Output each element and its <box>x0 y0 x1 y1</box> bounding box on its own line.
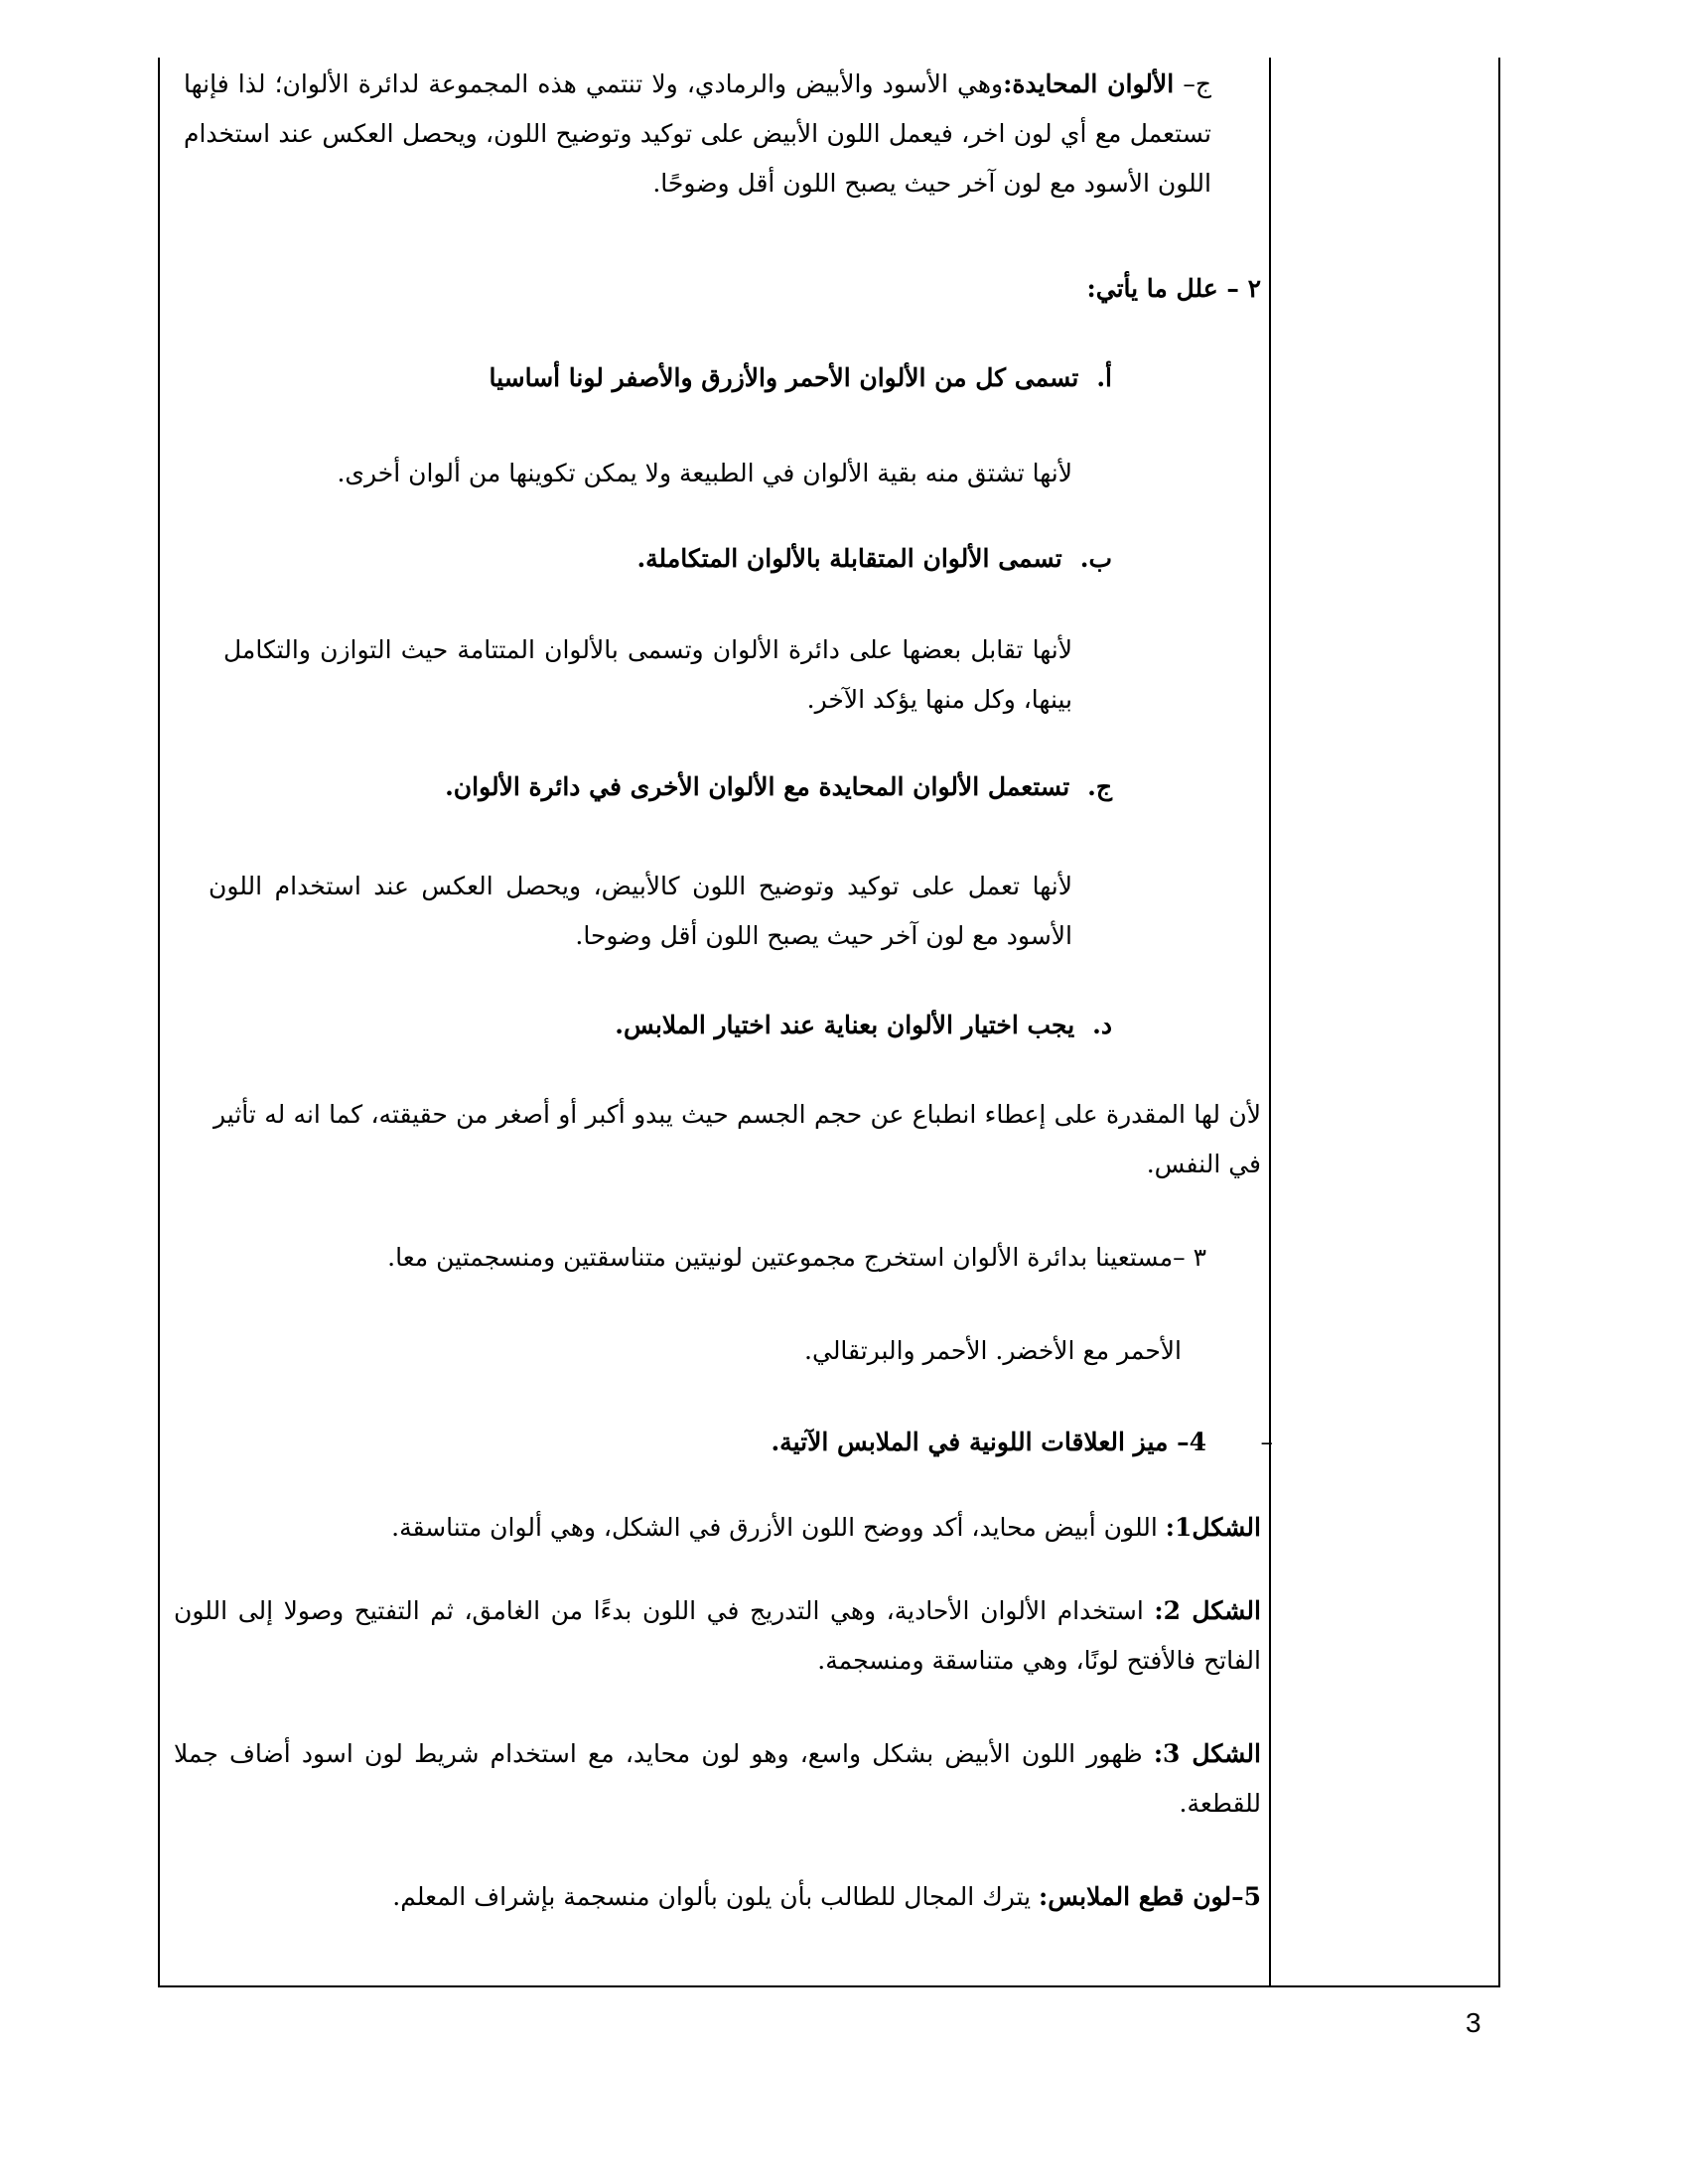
q2-b-marker: ب. <box>1079 544 1112 573</box>
shape1-paragraph <box>184 1503 1261 1553</box>
q2-heading: ٢ – علل ما يأتي: <box>1086 274 1261 303</box>
q2-d-question <box>184 1001 1112 1050</box>
shape1-text: اللون أبيض محايد، أكد ووضح اللون الأزرق في الشكل، وهي ألوان متناسقة. <box>391 1513 1166 1542</box>
q2-c-question-text: تستعمل الألوان المحايدة مع الألوان الأخرى في دائرة الألوان. <box>445 772 1070 801</box>
shape3-paragraph <box>174 1729 1261 1829</box>
q2-a-question-text: تسمى كل من الألوان الأحمر والأزرق والأصفر لونا أساسيا <box>489 363 1079 392</box>
shape2-text: استخدام الألوان الأحادية، وهي التدريج في اللون بدءًا من الغامق، ثم التفتيح وصولا إلى اللون الفاتح فالأفتح لونًا، وهي متناسقة ومنسجمة. <box>174 1596 1261 1675</box>
q2-c-answer: لأنها تعمل على توكيد وتوضيح اللون كالأبيض، ويحصل العكس عند استخدام اللون الأسود مع لون آخر حيث يصبح اللون أقل وضوحا. <box>209 872 1072 950</box>
shape3-text: ظهور اللون الأبيض بشكل واسع، وهو لون محايد، مع استخدام شريط لون اسود أضاف جملا للقطعة. <box>174 1739 1261 1818</box>
q3-answer: الأحمر مع الأخضر. الأحمر والبرتقالي. <box>804 1336 1182 1365</box>
q2-a-marker: أ. <box>1096 363 1112 392</box>
shape2-label: الشكل 2: <box>1154 1596 1261 1625</box>
neutral-colors-prefix: ج– <box>1183 69 1211 98</box>
shape3-label: الشكل 3: <box>1153 1739 1261 1768</box>
page-number: 3 <box>1466 2007 1481 2038</box>
q2-a-answer: لأنها تشتق منه بقية الألوان في الطبيعة ولا يمكن تكوينها من ألوان أخرى. <box>337 459 1072 487</box>
q2-d-question-text: يجب اختيار الألوان بعناية عند اختيار الملابس. <box>615 1011 1075 1039</box>
shape1-label: الشكل1: <box>1165 1513 1261 1542</box>
neutral-colors-text: وهي الأسود والأبيض والرمادي، ولا تنتمي هذه المجموعة لدائرة الألوان؛ لذا فإنها تستعمل مع أي لون اخر، فيعمل اللون الأبيض على توكيد وتوضيح اللون، ويحصل العكس عند استخدام اللون الأسود مع لون آخر حيث يصبح اللون أقل وضوحًا. <box>184 69 1211 198</box>
q5-label: 5–لون قطع الملابس: <box>1039 1882 1261 1911</box>
q2-b-question <box>184 534 1112 584</box>
column-divider <box>1269 58 1271 1987</box>
q4-heading: 4– ميز العلاقات اللونية في الملابس الآتية. <box>771 1428 1206 1456</box>
q2-d-marker: د. <box>1092 1011 1112 1039</box>
q2-b-answer: لأنها تقابل بعضها على دائرة الألوان وتسمى بالألوان المتتامة حيث التوازن والتكامل بينها، وكل منها يؤكد الآخر. <box>223 635 1072 714</box>
shape2-paragraph <box>174 1586 1261 1686</box>
q5-text: يترك المجال للطالب بأن يلون بألوان منسجمة بإشراف المعلم. <box>392 1882 1040 1911</box>
q2-a-question <box>184 353 1112 403</box>
q2-d-answer: لأن لها المقدرة على إعطاء انطباع عن حجم الجسم حيث يبدو أكبر أو أصغر من حقيقته، كما انه له تأثير في النفس. <box>213 1100 1261 1178</box>
q2-c-marker: ج. <box>1087 772 1112 801</box>
answer-column <box>174 58 1273 1983</box>
q2-c-question <box>184 762 1112 812</box>
neutral-colors-term: الألوان المحايدة: <box>1003 69 1175 98</box>
q5-paragraph <box>184 1872 1261 1922</box>
neutral-colors-paragraph <box>184 60 1211 208</box>
q4-dash: – <box>1260 1428 1273 1456</box>
q2-b-question-text: تسمى الألوان المتقابلة بالألوان المتكاملة. <box>636 544 1062 573</box>
q3-question: ٣ –مستعينا بدائرة الألوان استخرج مجموعتين لونيتين متناسقتين ومنسجمتين معا. <box>387 1243 1206 1272</box>
